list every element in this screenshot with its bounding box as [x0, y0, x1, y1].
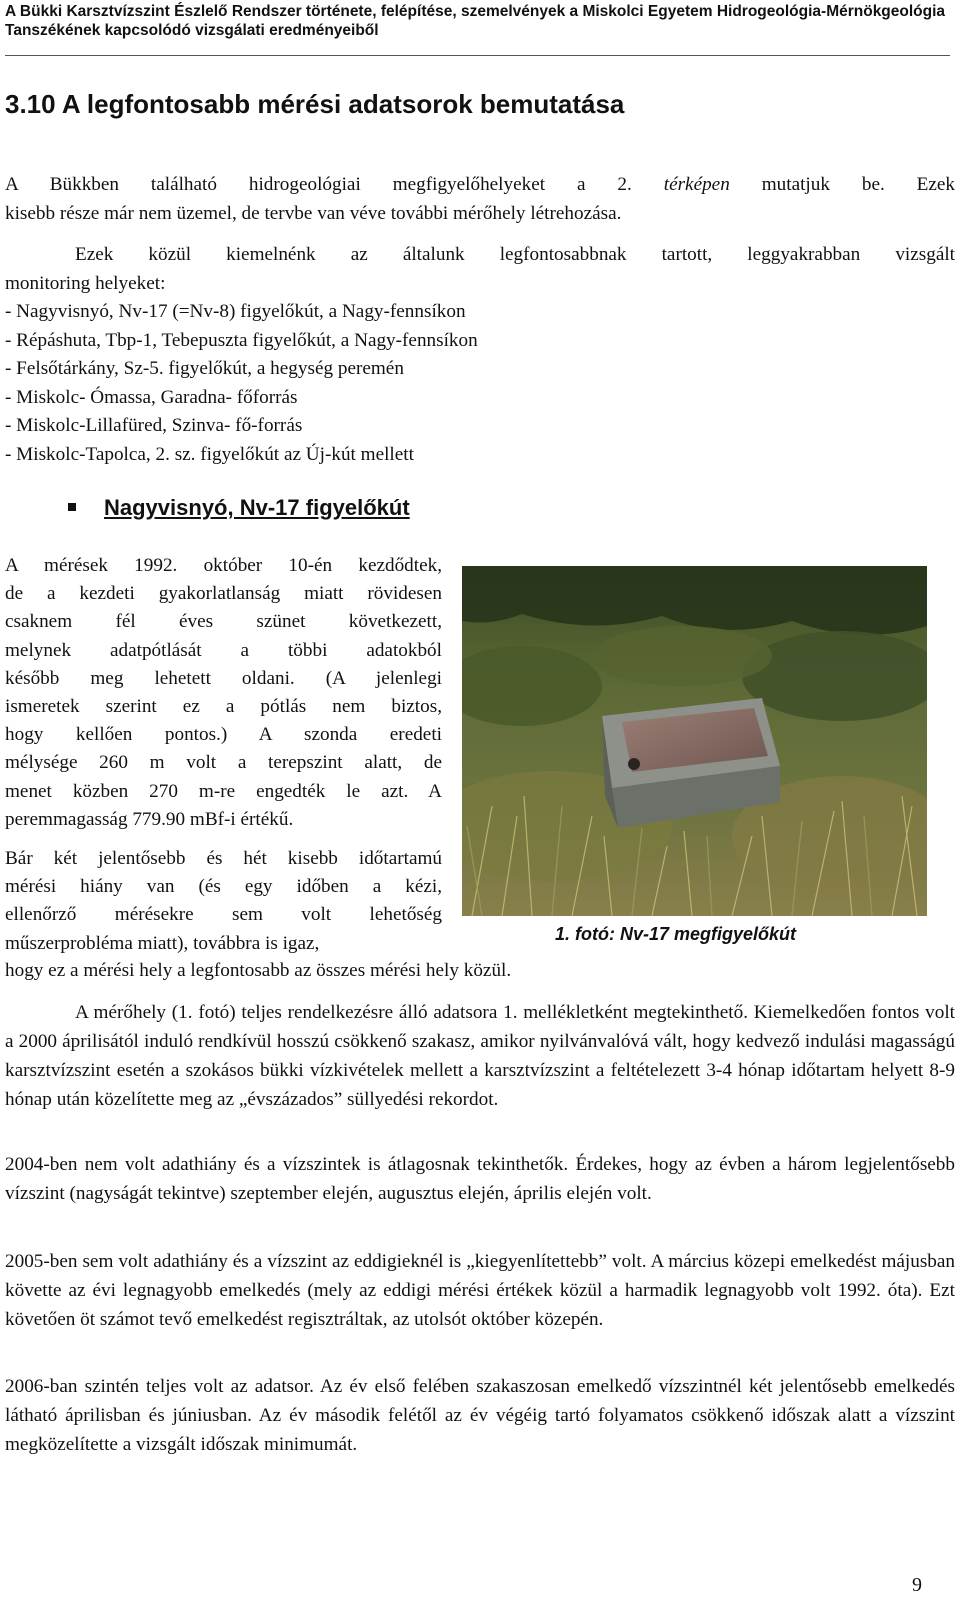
text-line: ismeretek szerint ez a pótlás nem biztos, — [5, 696, 442, 718]
data-gap-paragraph — [5, 845, 442, 958]
text-line: később meg lehetett oldani. (A jelenlegi — [5, 667, 442, 689]
paragraph-2006 — [5, 1372, 955, 1459]
text-line: melynek adatpótlását a többi adatokból — [5, 639, 442, 661]
text-line: csaknem fél éves szünet következett, — [5, 611, 442, 633]
subsection-heading — [68, 494, 410, 522]
list-item: - Nagyvisnyó, Nv-17 (=Nv-8) figyelőkút, a Nagy-fennsíkon — [5, 301, 466, 322]
data-gap-conclusion: hogy ez a mérési hely a legfontosabb az összes mérési hely közül. — [5, 960, 512, 981]
list-item: - Felsőtárkány, Sz-5. figyelőkút, a hegység peremén — [5, 358, 404, 379]
text-line: Bár két jelentősebb és hét kisebb időtartamú — [5, 848, 442, 869]
text-line: de a kezdeti gyakorlatlanság miatt rövidesen — [5, 583, 442, 605]
list-item: - Miskolc- Ómassa, Garadna- főforrás — [5, 386, 298, 408]
text-line: műszerprobléma miatt), továbbra is igaz, — [5, 932, 320, 954]
monitoring-well-photo-image — [462, 566, 927, 916]
paragraph-2004 — [5, 1150, 955, 1208]
list-item: - Répáshuta, Tbp-1, Tebepuszta figyelőkút, a Nagy-fennsíkon — [5, 329, 478, 351]
intro-line-2: kisebb része már nem üzemel, de tervbe van véve további mérőhely létrehozása. — [5, 202, 622, 224]
running-header: A Bükki Karsztvízszint Észlelő Rendszer története, felépítése, szemelvények a Miskolci Egyetem Hidrogeológia-Mérnökgeológia Tanszékének kapcsolódó vizsgálati eredményeiből — [5, 3, 946, 39]
text-line: mérési hiány van (és egy időben a kézi, — [5, 876, 442, 898]
text-line: A mérések 1992. október 10-én kezdődtek, — [5, 555, 442, 576]
subsection-title: Nagyvisnyó, Nv-17 figyelőkút — [104, 495, 410, 520]
monitoring-lead-line-1: Ezek közül kiemelnénk az általunk legfontosabbnak tartott, leggyakrabban vizsgált — [75, 244, 955, 265]
intro-line-1 — [5, 171, 955, 200]
intro-text-start: A Bükkben található hidrogeológiai megfigyelőhelyeket a 2. — [5, 174, 632, 195]
monitoring-list — [5, 298, 478, 469]
text-line: mélysége 260 m volt a terepszint alatt, de — [5, 752, 442, 774]
intro-paragraph — [5, 171, 955, 228]
paragraph-text: 2005-ben sem volt adathiány és a vízszint az eddigieknél is „kiegyenlítettebb” volt. A március közepi emelkedést májusban követte az évi legnagyobb emelkedés (mely az eddigi mérési értékek közül a harmadik legnagyobb volt 1992. óta). Ezt követően öt számot tevő emelkedést regisztráltak, az utolsót október közepén. — [5, 1251, 955, 1330]
page-number: 9 — [912, 1574, 922, 1596]
square-bullet-icon — [68, 503, 76, 511]
text-line: ellenőrző mérésekre sem volt lehetőség — [5, 904, 442, 926]
header-divider — [5, 55, 950, 56]
intro-text-end: mutatjuk be. Ezek — [761, 174, 956, 195]
list-item: - Miskolc-Lillafüred, Szinva- fő-forrás — [5, 415, 303, 436]
photo-caption: 1. fotó: Nv-17 megfigyelőkút — [555, 924, 797, 944]
measurements-paragraph — [5, 552, 442, 834]
monitoring-lead-line-2: monitoring helyeket: — [5, 272, 166, 294]
paragraph-record — [5, 998, 955, 1114]
list-item: - Miskolc-Tapolca, 2. sz. figyelőkút az Új-kút mellett — [5, 443, 414, 465]
text-line: peremmagasság 779.90 mBf-i értékű. — [5, 808, 294, 830]
monitoring-lead — [5, 241, 955, 298]
well-photo — [462, 566, 927, 916]
paragraph-text: 2004-ben nem volt adathiány és a vízszintek is átlagosnak tekinthetők. Érdekes, hogy az évben a három legjelentősebb vízszint (nagyságát tekintve) szeptember elején, augusztus elején, április elején volt. — [5, 1154, 955, 1204]
section-title: 3.10 A legfontosabb mérési adatsorok bemutatása — [5, 89, 625, 119]
paragraph-text: 2006-ban szintén teljes volt az adatsor. Az év első felében szakaszosan emelkedő vízszintnél két jelentősebb emelkedés látható áprilisban és júniusban. Az év második felétől az év végéig tartó folyamatos csökkenő időszak alatt a vízszint megközelítette a vizsgált időszak minimumát. — [5, 1376, 955, 1455]
paragraph-text: A mérőhely (1. fotó) teljes rendelkezésre álló adatsora 1. mellékletként megtekinthető. Kiemelkedően fontos volt a 2000 áprilisától induló rendkívül hosszú csökkenő szakasz, amikor nyilvánvalóvá vált, hogy kedvező indulási magasságú karsztvízszint esetén a szokásos bükki vízkivételek mellett a karsztvízszint a feltételezett 3-4 hónap időtartam helyett 8-9 hónap után közelítette meg az „évszázados” süllyedési rekordot. — [5, 1002, 955, 1110]
paragraph-2005 — [5, 1247, 955, 1334]
text-line: hogy kellően pontos.) A szonda eredeti — [5, 724, 442, 746]
map-reference: térképen — [663, 174, 730, 195]
text-line: menet közben 270 m-re engedték le azt. A — [5, 780, 442, 802]
